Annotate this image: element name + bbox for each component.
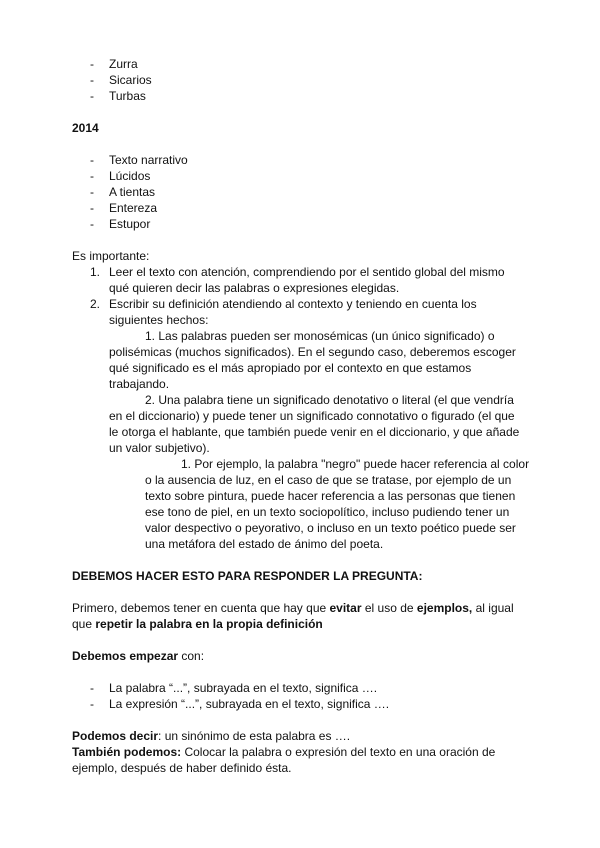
list-item: - Texto narrativo — [90, 152, 188, 168]
list-item: - La palabra “...”, subrayada en el texto, significa …. — [90, 680, 389, 696]
list-item: - Sicarios — [90, 72, 152, 88]
list-item: - Estupor — [90, 216, 188, 232]
word-list-2014 — [90, 152, 188, 232]
list-item: - Entereza — [90, 200, 188, 216]
list-number: 2. — [90, 297, 101, 311]
fact-paragraph: 1. Las palabras pueden ser monosémicas (un único significado) o polisémicas (muchos significados). En el segundo caso, deberemos escoger qué significado es el más apropiado por el contexto en que estamos trabajando. — [109, 329, 516, 391]
can-say-line: Podemos decir: un sinónimo de esta palabra es …. — [72, 729, 351, 743]
list-item: - Lúcidos — [90, 168, 188, 184]
important-label: Es importante: — [72, 249, 150, 263]
also-can-paragraph: También podemos: Colocar la palabra o expresión del texto en una oración de ejemplo, después de haber definido ésta. — [72, 745, 496, 775]
start-options-list — [90, 680, 389, 712]
list-text: Leer el texto con atención, comprendiendo por el sentido global del mismo qué quieren decir las palabras o expresiones elegidas. — [109, 265, 505, 295]
list-text: Escribir su definición atendiendo al contexto y teniendo en cuenta los siguientes hechos: — [109, 297, 477, 327]
steps-list — [90, 264, 520, 328]
list-item: - Zurra — [90, 56, 152, 72]
example-paragraph: 1. Por ejemplo, la palabra "negro" puede hacer referencia al color o la ausencia de luz, en el caso de que se tratase, por ejemplo de un texto sobre pintura, puede hacer referencia a las personas que tienen ese tono de piel, en un texto sociopolítico, incluso pudiendo tener un valor despectivo o peyorativo, o incluso en un texto poético puede ser una metáfora del estado de ánimo del poeta. — [145, 457, 530, 551]
start-line: Debemos empezar con: — [72, 649, 205, 663]
section-heading: DEBEMOS HACER ESTO PARA RESPONDER LA PREGUNTA: — [72, 569, 423, 583]
year-heading: 2014 — [72, 121, 99, 135]
list-item: - A tientas — [90, 184, 188, 200]
list-item: - Turbas — [90, 88, 152, 104]
list-number: 1. — [90, 265, 101, 279]
list-item: - La expresión “...”, subrayada en el texto, significa …. — [90, 696, 389, 712]
list-item — [90, 264, 520, 296]
list-item — [90, 296, 520, 328]
fact-paragraph: 2. Una palabra tiene un significado denotativo o literal (el que vendría en el diccionario) y puede tener un significado connotativo o figurado (el que le otorga el hablante, que también puede venir en el diccionario, y que añade un valor subjetivo). — [109, 393, 520, 455]
word-list-top — [90, 56, 152, 104]
instruction-paragraph: Primero, debemos tener en cuenta que hay que evitar el uso de ejemplos, al igual que repetir la palabra en la propia definición — [72, 601, 514, 631]
